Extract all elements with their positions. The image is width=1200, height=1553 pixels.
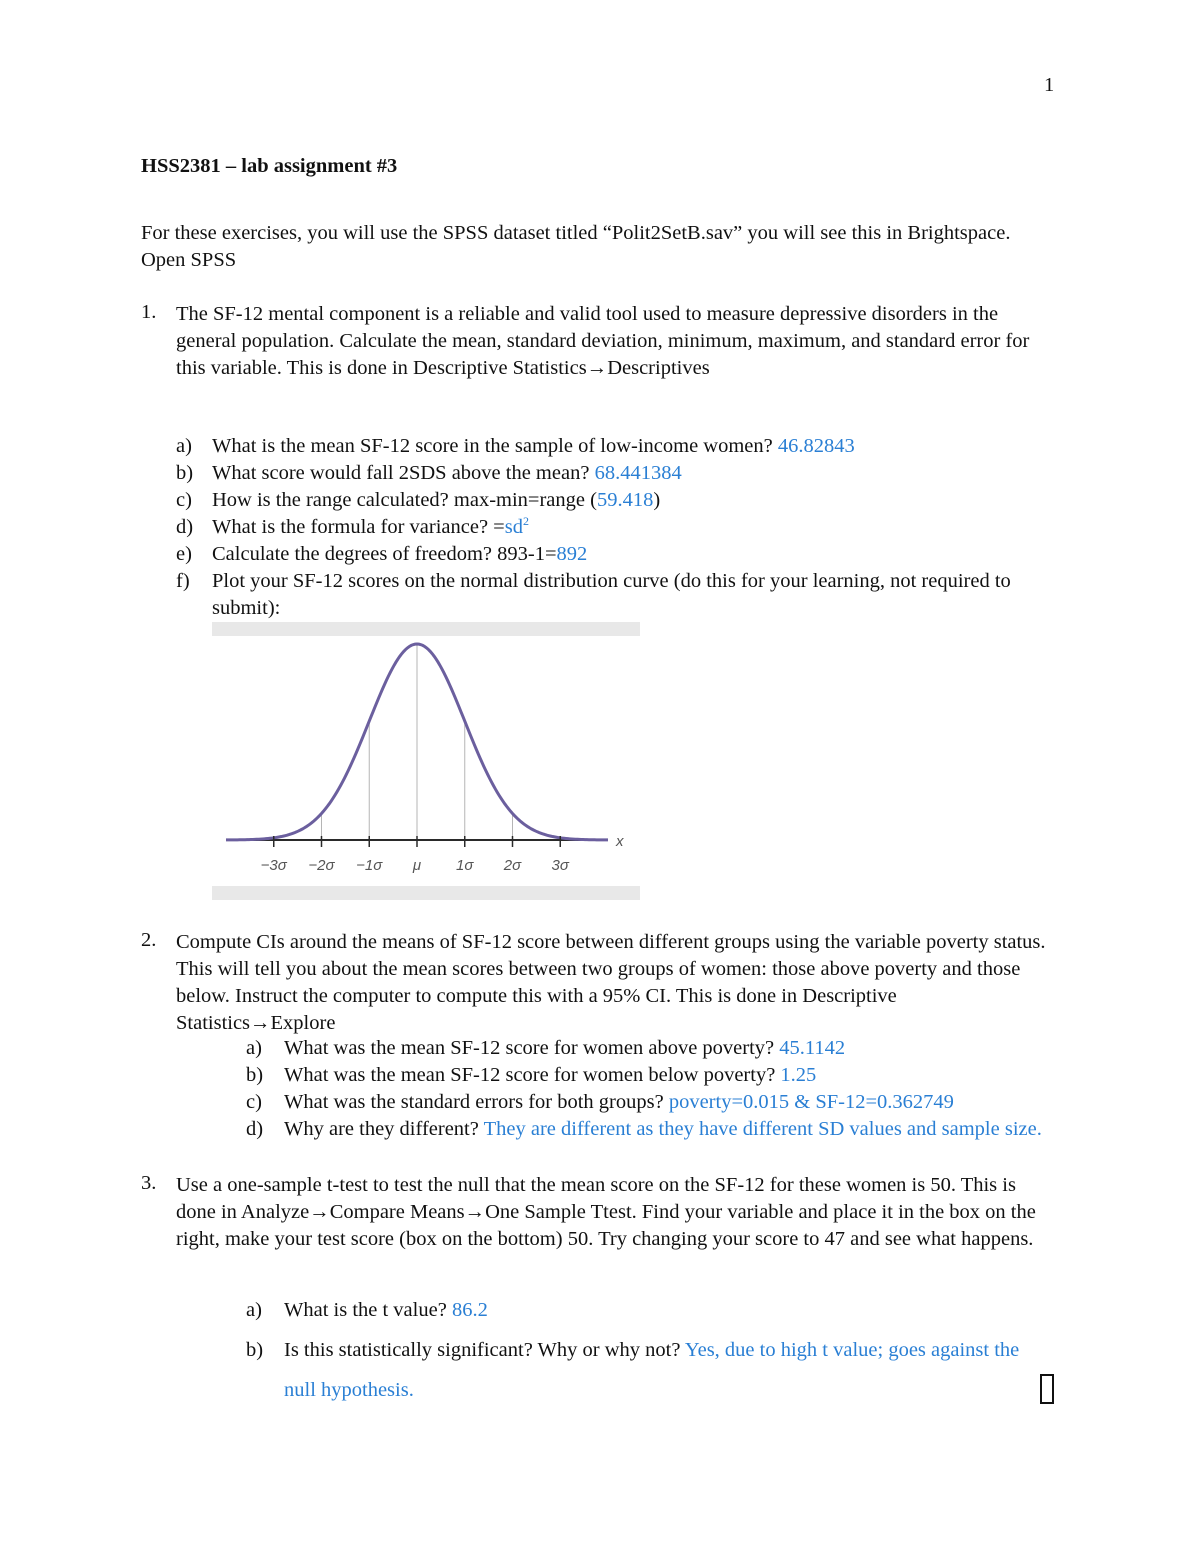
list-item — [176, 514, 1046, 541]
item-label: b) — [246, 1064, 264, 1086]
item-answer: 86.2 — [451, 1299, 488, 1321]
item-label: a) — [246, 1299, 262, 1321]
item-answer-superscript: 2 — [522, 514, 529, 529]
item-tail: ) — [653, 489, 661, 511]
item-question: What was the mean SF-12 score for women above poverty? — [284, 1037, 775, 1059]
normal-distribution-figure — [212, 622, 640, 900]
x-tick-label: 2σ — [503, 857, 522, 874]
item-question: What is the mean SF-12 score in the sample of low-income women? — [212, 435, 773, 457]
item-label: c) — [176, 489, 192, 511]
item-question: Plot your SF-12 scores on the normal distribution curve (do this for your learning, not required to submit): — [212, 570, 1011, 619]
list-item — [176, 487, 1046, 514]
item-label: a) — [176, 435, 192, 457]
list-item — [176, 433, 1046, 460]
item-question: What is the formula for variance? = — [212, 516, 505, 538]
page-title: HSS2381 – lab assignment #3 — [141, 155, 398, 177]
item-answer: Yes, due to high t value; goes against the null hypothesis. — [284, 1339, 1020, 1401]
normal-distribution-chart — [212, 622, 640, 900]
list-item — [176, 541, 1046, 568]
item-question: Why are they different? — [284, 1118, 479, 1140]
list-item — [246, 1035, 1056, 1062]
list-item — [246, 1089, 1056, 1116]
item-answer: sd — [504, 516, 523, 538]
item-question: Calculate the degrees of freedom? 893-1= — [212, 543, 557, 565]
item-label: f) — [176, 570, 190, 592]
item-answer: They are different as they have different SD values and sample size. — [483, 1118, 1042, 1140]
figure-bottom-band — [212, 886, 640, 900]
x-tick-label: μ — [412, 857, 422, 874]
intro-paragraph: For these exercises, you will use the SPSS dataset titled “Polit2SetB.sav” you will see this in Brightspace. Open SPSS — [141, 222, 1011, 271]
item-answer: poverty=0.015 & SF-12=0.362749 — [668, 1091, 954, 1113]
question-2-text: Compute CIs around the means of SF-12 score between different groups using the variable poverty status. This will tell you about the mean scores between two groups of women: those above poverty and those below. Instruct the computer to compute this with a 95% CI. This is done in Descriptive Statistics→Explore — [176, 931, 1046, 1034]
question-1-subitems — [176, 433, 1046, 622]
item-label: d) — [176, 516, 194, 538]
item-question: How is the range calculated? max-min=range ( — [212, 489, 597, 511]
item-answer: 68.441384 — [594, 462, 682, 484]
item-question: What is the t value? — [284, 1299, 447, 1321]
question-2-number: 2. — [141, 929, 157, 951]
list-item — [176, 568, 1046, 622]
question-1-number: 1. — [141, 301, 157, 323]
item-question: What was the standard errors for both groups? — [284, 1091, 664, 1113]
x-tick-label: −3σ — [260, 857, 287, 874]
list-item — [246, 1290, 1056, 1330]
question-2-subitems — [246, 1035, 1056, 1143]
item-label: d) — [246, 1118, 264, 1140]
list-item — [176, 460, 1046, 487]
placeholder-box-icon — [1040, 1374, 1054, 1404]
item-label: b) — [176, 462, 194, 484]
x-tick-label: 1σ — [456, 857, 474, 874]
item-label: e) — [176, 543, 192, 565]
item-label: c) — [246, 1091, 262, 1113]
question-3-number: 3. — [141, 1172, 157, 1194]
item-label: b) — [246, 1339, 264, 1361]
question-3-text: Use a one-sample t-test to test the null that the mean score on the SF-12 for these women is 50. This is done in Analyze→Compare Means→One Sample Ttest. Find your variable and place it in the box on the right, make your test score (box on the bottom) 50. Try changing your score to 47 and see what happens. — [176, 1174, 1036, 1250]
question-3-subitems — [246, 1290, 1056, 1410]
item-question: What was the mean SF-12 score for women below poverty? — [284, 1064, 776, 1086]
item-question: What score would fall 2SDS above the mean? — [212, 462, 590, 484]
list-item — [246, 1330, 1056, 1410]
page-number: 1 — [1044, 74, 1055, 96]
x-tick-label: −1σ — [356, 857, 383, 874]
item-answer: 46.82843 — [777, 435, 855, 457]
item-label: a) — [246, 1037, 262, 1059]
x-tick-label: 3σ — [551, 857, 569, 874]
list-item — [246, 1116, 1056, 1143]
question-1-text: The SF-12 mental component is a reliable and valid tool used to measure depressive disorders in the general population. Calculate the mean, standard deviation, minimum, maximum, and standard error for this variable. This is done in Descriptive Statistics→Descriptives — [176, 303, 1030, 379]
item-answer: 1.25 — [780, 1064, 817, 1086]
x-tick-label: −2σ — [308, 857, 335, 874]
list-item — [246, 1062, 1056, 1089]
x-axis-label: x — [616, 833, 624, 850]
figure-top-band — [212, 622, 640, 636]
item-answer: 59.418 — [596, 489, 654, 511]
item-answer: 45.1142 — [779, 1037, 846, 1059]
item-answer: 892 — [556, 543, 588, 565]
item-question: Is this statistically significant? Why or why not? — [284, 1339, 681, 1361]
